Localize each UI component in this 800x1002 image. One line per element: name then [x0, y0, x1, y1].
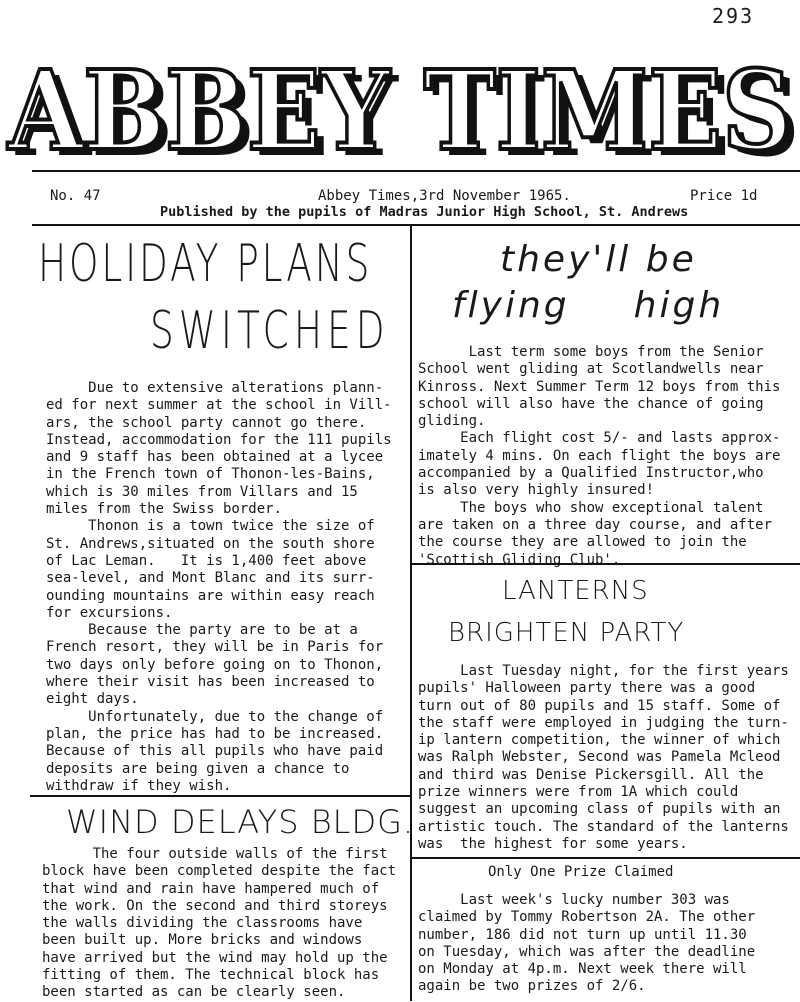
flying-headline-line-1: they'll be	[500, 239, 697, 280]
prize-headline: Only One Prize Claimed	[488, 864, 674, 880]
left-section-rule	[30, 795, 410, 797]
flying-headline-line-2	[452, 285, 725, 326]
flying-headline-word-2: high	[633, 285, 725, 326]
issue-number: No. 47	[50, 188, 101, 204]
holiday-headline-line-2: SWITCHED	[150, 301, 390, 361]
column-divider	[410, 226, 412, 1001]
flying-article-body: Last term some boys from the Senior School went gliding at Scotlandwells near Kinross. Next Summer Term 12 boys from this school will also have the chance of going gliding. Each flight cost 5/- and lasts approx- imately 4 mins. On each flight the boys are accompanied by a Qualified Instructor,who is also very highly insured! The boys who show exceptional talent are taken on a three day course, and after the course they are allowed to join the 'Scottish Gliding Club'.	[418, 344, 781, 568]
lanterns-headline-line-1: LANTERNS	[502, 576, 649, 606]
price: Price 1d	[690, 188, 758, 204]
lanterns-headline-line-2: BRIGHTEN PARTY	[448, 618, 685, 648]
masthead-rule	[32, 170, 800, 172]
wind-headline: WIND DELAYS BLDG.	[66, 803, 415, 841]
page-number: 293	[712, 4, 755, 28]
right-section-rule-2	[412, 857, 800, 859]
masthead-title: ABBEY TIMES	[7, 50, 793, 170]
masthead-shadow: ABBEY TIMES	[15, 52, 800, 170]
lanterns-article-body: Last Tuesday night, for the first years pupils' Halloween party there was a good turn out of 80 pupils and 15 staff. Some of the staff were employed in judging the turn- ip lantern competition, the winner of which was Ralph Webster, Second was Pamela Mcleod and third was Denise Pickersgill. All the prize winners were from 1A which could suggest an upcoming class of pupils with an artistic touch. The standard of the lanterns was the highest for some years.	[418, 663, 789, 852]
holiday-headline-line-1: HOLIDAY PLANS	[38, 234, 373, 294]
flying-headline-word-1: flying	[452, 285, 570, 326]
dateline: Abbey Times,3rd November 1965.	[318, 188, 571, 204]
masthead-logo	[0, 50, 800, 170]
prize-article-body: Last week's lucky number 303 was claimed by Tommy Robertson 2A. The other number, 186 did not turn up until 11.30 on Tuesday, which was after the deadline on Monday at 4p.m. Next week there will again be two prizes of 2/6.	[418, 892, 756, 995]
holiday-article-body: Due to extensive alterations plann- ed for next summer at the school in Vill- ars, the school party cannot go there. Instead, accommodation for the 111 pupils and 9 staff has been obtained at a lycee in the French town of Thonon-les-Bains, which is 30 miles from Villars and 15 miles from the Swiss border. Thonon is a town twice the size of St. Andrews,situated on the south shore of Lac Leman. It is 1,400 feet above sea-level, and Mont Blanc and its surr- ounding mountains are within easy reach for excursions. Because the party are to be at a French resort, they will be in Paris for two days only before going on to Thonon, where their visit has been increased to eight days. Unfortunately, due to the change of plan, the price has had to be increased. Because of this all pupils who have paid deposits are being given a chance to withdraw if they wish.	[46, 380, 392, 794]
wind-article-body: The four outside walls of the first block have been completed despite the fact that wind and rain have hampered much of the work. On the second and third storeys the walls dividing the classrooms have been built up. More bricks and windows have arrived but the wind may hold up the fitting of them. The technical block has been started as can be clearly seen.	[42, 846, 397, 1001]
publisher-line: Published by the pupils of Madras Junior High School, St. Andrews	[160, 204, 689, 220]
header-rule	[32, 224, 800, 226]
